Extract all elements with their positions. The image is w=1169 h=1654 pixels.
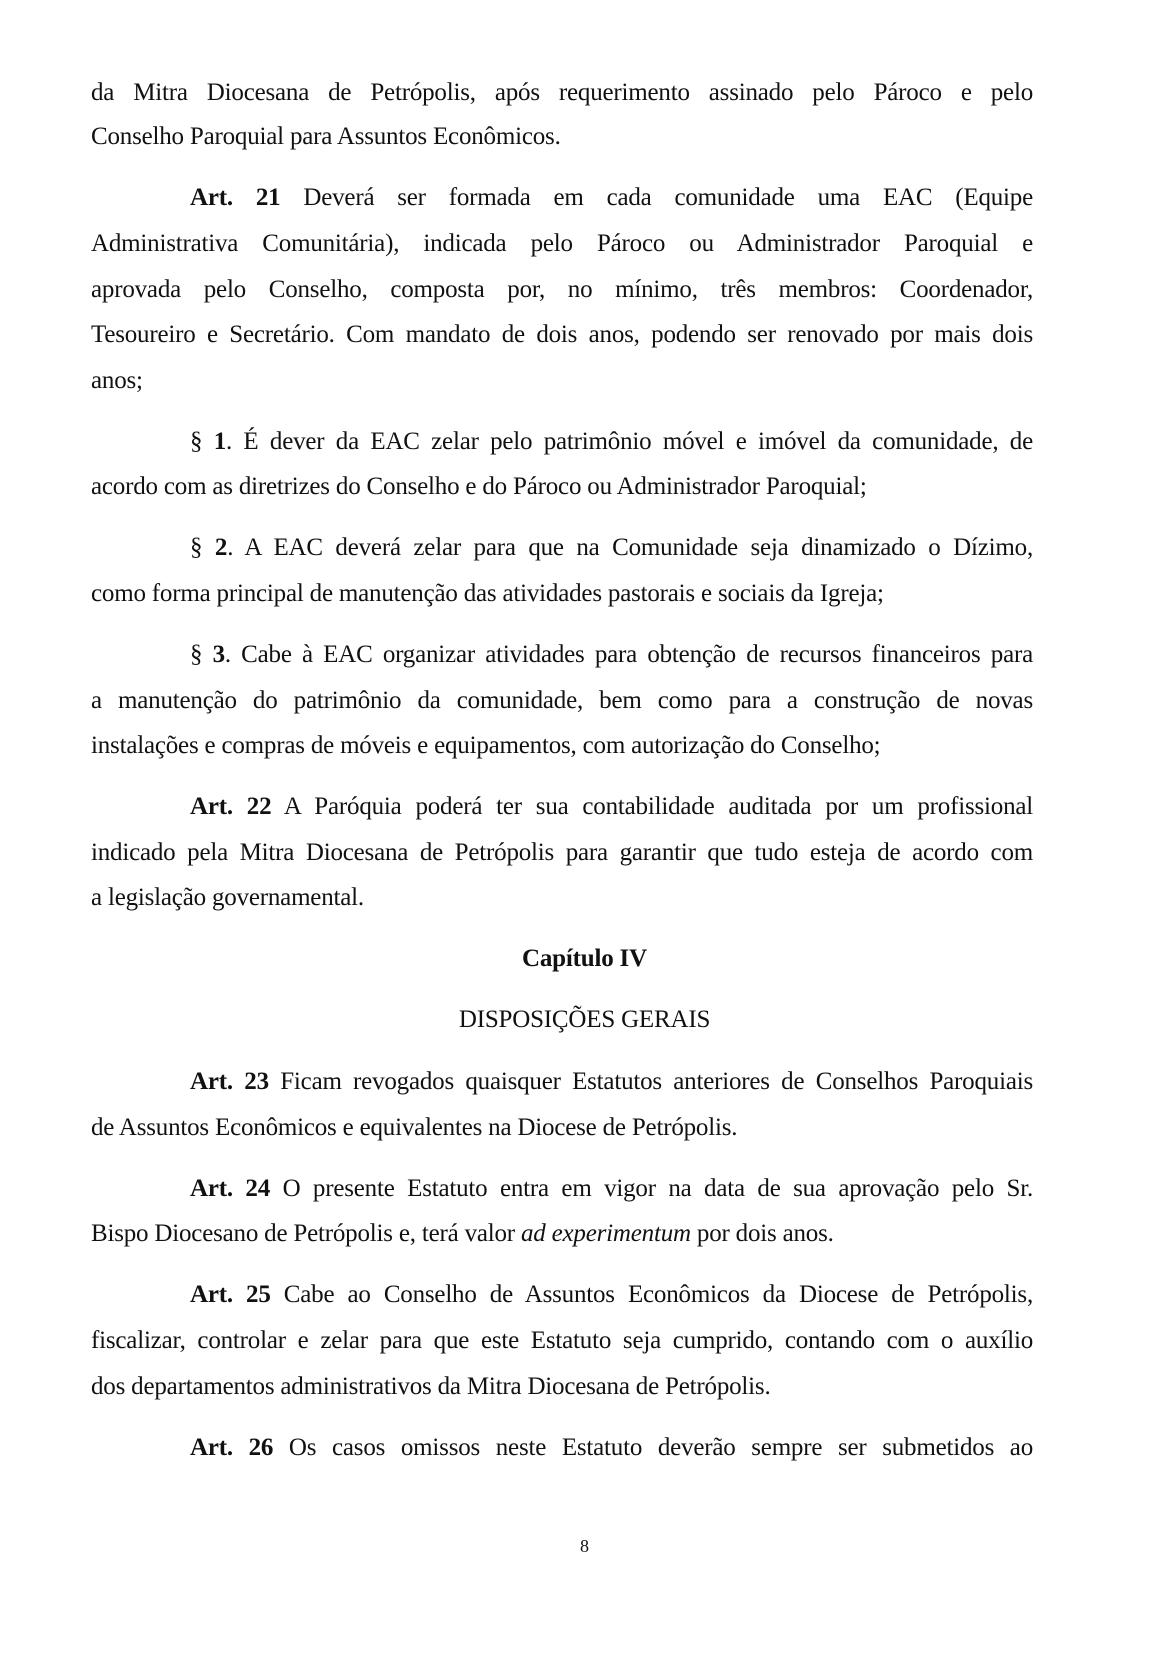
text-line: anos; — [91, 367, 143, 394]
text-span: por dois anos. — [690, 1220, 834, 1247]
article-label: Art. 25 — [190, 1281, 271, 1308]
text-line: a manutenção do patrimônio da comunidade, bem como para a construção de novas — [91, 687, 1033, 714]
text-line: a legislação governamental. — [91, 884, 364, 911]
text-line: Administrativa Comunitária), indicada pelo Pároco ou Administrador Paroquial e — [91, 230, 1033, 257]
text-line: de Assuntos Econômicos e equivalentes na Diocese de Petrópolis. — [91, 1114, 738, 1141]
text-line: A Paróquia poderá ter sua contabilidade auditada por um profissional — [271, 793, 1034, 820]
text-line: indicado pela Mitra Diocesana de Petrópolis para garantir que tudo esteja de acordo com — [91, 839, 1033, 866]
paragraph-number: 3 — [212, 641, 225, 668]
section-symbol: § — [190, 428, 214, 455]
paragraph-number: 2 — [214, 534, 228, 561]
article-21 — [190, 183, 1033, 213]
text-line: . Cabe à EAC organizar atividades para obtenção de recursos financeiros para — [224, 641, 1033, 668]
text-line: acordo com as diretrizes do Conselho e do Pároco ou Administrador Paroquial; — [91, 473, 867, 500]
text-line — [91, 1219, 1033, 1249]
chapter-subtitle: DISPOSIÇÕES GERAIS — [458, 1006, 711, 1033]
text-line: instalações e compras de móveis e equipamentos, com autorização do Conselho; — [91, 732, 881, 759]
article-26 — [190, 1433, 1033, 1463]
paragraph-number: 1 — [213, 428, 226, 455]
chapter-title: Capítulo IV — [522, 945, 647, 972]
article-22 — [190, 792, 1033, 822]
paragraph-2 — [190, 533, 1033, 563]
article-label: Art. 26 — [190, 1434, 274, 1461]
text-line: Conselho Paroquial para Assuntos Econômicos. — [91, 123, 561, 150]
text-line: Tesoureiro e Secretário. Com mandato de dois anos, podendo ser renovado por mais dois — [91, 321, 1033, 348]
italic-term: ad experimentum — [520, 1220, 691, 1247]
text-span: Bispo Diocesano de Petrópolis e, terá valor — [91, 1220, 521, 1247]
text-line: como forma principal de manutenção das atividades pastorais e sociais da Igreja; — [91, 580, 884, 607]
section-symbol: § — [190, 641, 213, 668]
paragraph-1 — [190, 427, 1033, 457]
text-line: da Mitra Diocesana de Petrópolis, após requerimento assinado pelo Pároco e pelo — [91, 79, 1033, 106]
text-line: . A EAC deverá zelar para que na Comunidade seja dinamizado o Dízimo, — [227, 534, 1033, 561]
article-25 — [190, 1280, 1033, 1310]
text-line: Cabe ao Conselho de Assuntos Econômicos da Diocese de Petrópolis, — [283, 1281, 1033, 1308]
text-line: aprovada pelo Conselho, composta por, no mínimo, três membros: Coordenador, — [91, 276, 1033, 303]
text-line: Ficam revogados quaisquer Estatutos anteriores de Conselhos Paroquiais — [280, 1068, 1033, 1095]
text-line: . É dever da EAC zelar pelo patrimônio móvel e imóvel da comunidade, de — [226, 428, 1033, 455]
text-line: O presente Estatuto entra em vigor na data de sua aprovação pelo Sr. — [282, 1175, 1034, 1202]
article-label: Art. 21 — [190, 184, 281, 211]
text-line: dos departamentos administrativos da Mitra Diocesana de Petrópolis. — [91, 1373, 771, 1400]
text-line: Os casos omissos neste Estatuto deverão sempre ser submetidos ao — [273, 1434, 1033, 1461]
section-symbol: § — [190, 534, 215, 561]
article-label: Art. 24 — [190, 1175, 271, 1202]
article-label: Art. 23 — [190, 1068, 269, 1095]
text-line: fiscalizar, controlar e zelar para que este Estatuto seja cumprido, contando com o auxílio — [91, 1327, 1033, 1354]
article-24 — [190, 1174, 1033, 1204]
text-line: Deverá ser formada em cada comunidade uma EAC (Equipe — [303, 184, 1033, 211]
article-label: Art. 22 — [190, 793, 272, 820]
paragraph-3 — [190, 640, 1033, 670]
page-number: 8 — [580, 1536, 589, 1556]
article-23 — [190, 1067, 1033, 1097]
